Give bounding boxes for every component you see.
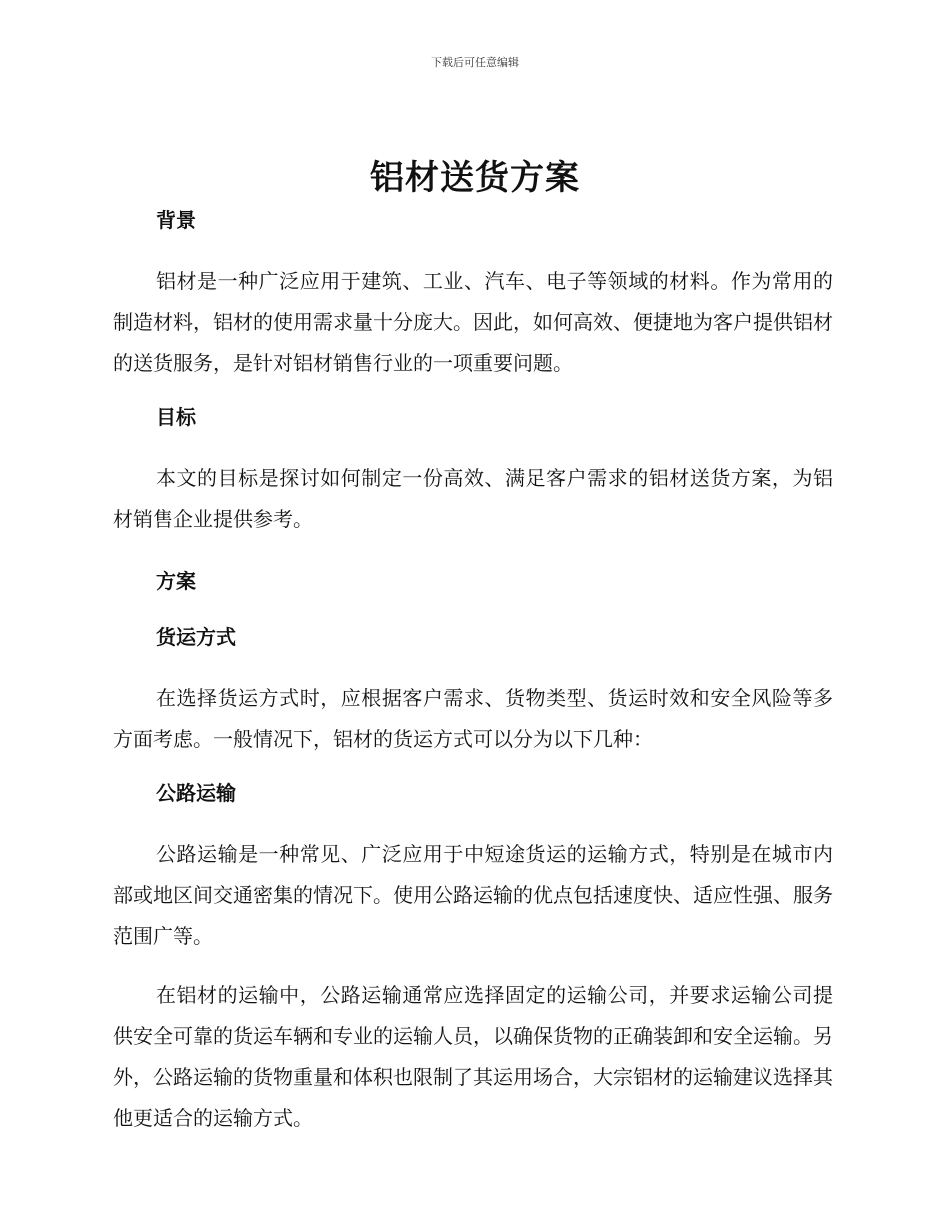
heading-background: 背景 xyxy=(156,208,196,232)
paragraph-road-2: 在铝材的运输中，公路运输通常应选择固定的运输公司，并要求运输公司提供安全可靠的货运车辆和专业的运输人员，以确保货物的正确装卸和安全运输。另外，公路运输的货物重量和体积也限制了其运用场合，大宗铝材的运输建议选择其他更适合的运输方式。 xyxy=(113,983,833,1130)
heading-goal: 目标 xyxy=(156,405,196,429)
paragraph-background: 铝材是一种广泛应用于建筑、工业、汽车、电子等领域的材料。作为常用的制造材料，铝材的使用需求量十分庞大。因此，如何高效、便捷地为客户提供铝材的送货服务，是针对铝材销售行业的一项重要问题。 xyxy=(113,269,833,375)
paragraph-road-1: 公路运输是一种常见、广泛应用于中短途货运的运输方式，特别是在城市内部或地区间交通密集的情况下。使用公路运输的优点包括速度快、适应性强、服务范围广等。 xyxy=(113,842,833,948)
heading-plan: 方案 xyxy=(156,569,196,593)
document-body xyxy=(113,205,833,1139)
paragraph-goal: 本文的目标是探讨如何制定一份高效、满足客户需求的铝材送货方案，为铝材销售企业提供参考。 xyxy=(113,466,833,531)
header-note: 下载后可任意编辑 xyxy=(431,56,519,69)
heading-shipping: 货运方式 xyxy=(156,625,236,649)
document-title: 铝材送货方案 xyxy=(370,158,580,198)
heading-road: 公路运输 xyxy=(156,781,236,805)
paragraph-shipping: 在选择货运方式时，应根据客户需求、货物类型、货运时效和安全风险等多方面考虑。一般情况下，铝材的货运方式可以分为以下几种： xyxy=(113,686,833,751)
